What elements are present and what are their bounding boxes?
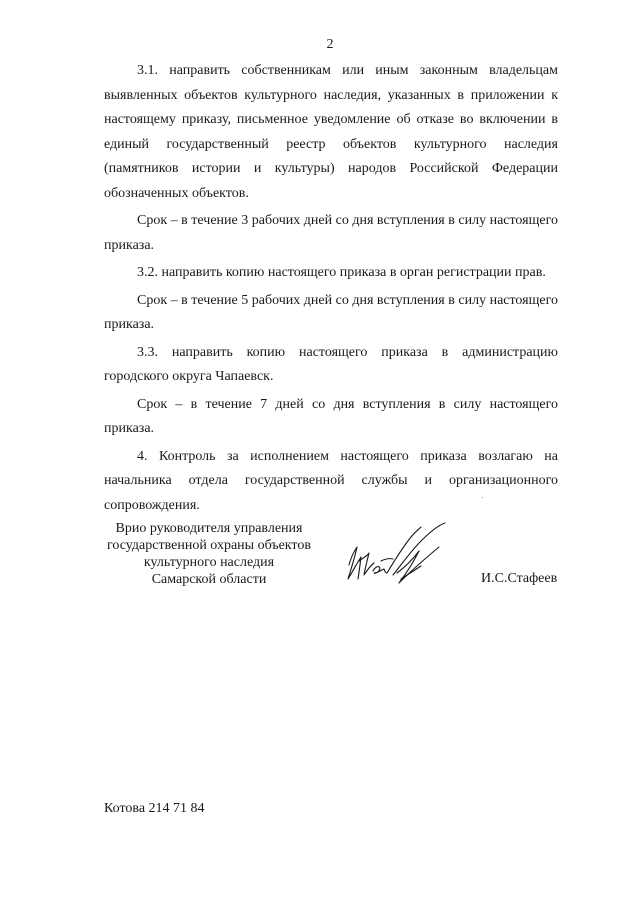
deadline-3-3: Срок – в течение 7 дней со дня вступления в силу настоящего приказа. (104, 396, 558, 436)
handwritten-signature (335, 517, 475, 597)
scan-speck (482, 497, 483, 498)
document-body (104, 59, 558, 518)
position-line: культурного наследия (143, 555, 275, 570)
deadline-3-1: Срок – в течение 3 рабочих дней со дня вступления в силу настоящего приказа. (104, 213, 558, 253)
signatory-name: И.С.Стафеев (481, 571, 558, 586)
position-line: Самарской области (151, 572, 267, 587)
position-line: Врио руководителя управления (115, 521, 303, 536)
page-number: 2 (326, 37, 334, 52)
signatory-position (104, 520, 314, 588)
deadline-3-2: Срок – в течение 5 рабочих дней со дня вступления в силу настоящего приказа. (104, 292, 558, 332)
paragraph-3-1: 3.1. направить собственникам или иным законным владельцам выявленных объектов культурного наследия, указанных в приложении к настоящему приказу, письменное уведомление об отказе во включении в единый государственный реестр объектов культурного наследия (памятников истории и культуры) народов Российской Федерации обозначенных объектов. (104, 63, 558, 201)
paragraph-4: 4. Контроль за исполнением настоящего приказа возлагаю на начальника отдела государственной службы и организационного сопровождения. (104, 448, 558, 513)
position-line: государственной охраны объектов (107, 538, 311, 553)
paragraph-3-2: 3.2. направить копию настоящего приказа в орган регистрации прав. (137, 265, 546, 280)
paragraph-3-3: 3.3. направить копию настоящего приказа в администрацию городского округа Чапаевск. (104, 344, 558, 384)
executor-contact: Котова 214 71 84 (104, 801, 205, 816)
